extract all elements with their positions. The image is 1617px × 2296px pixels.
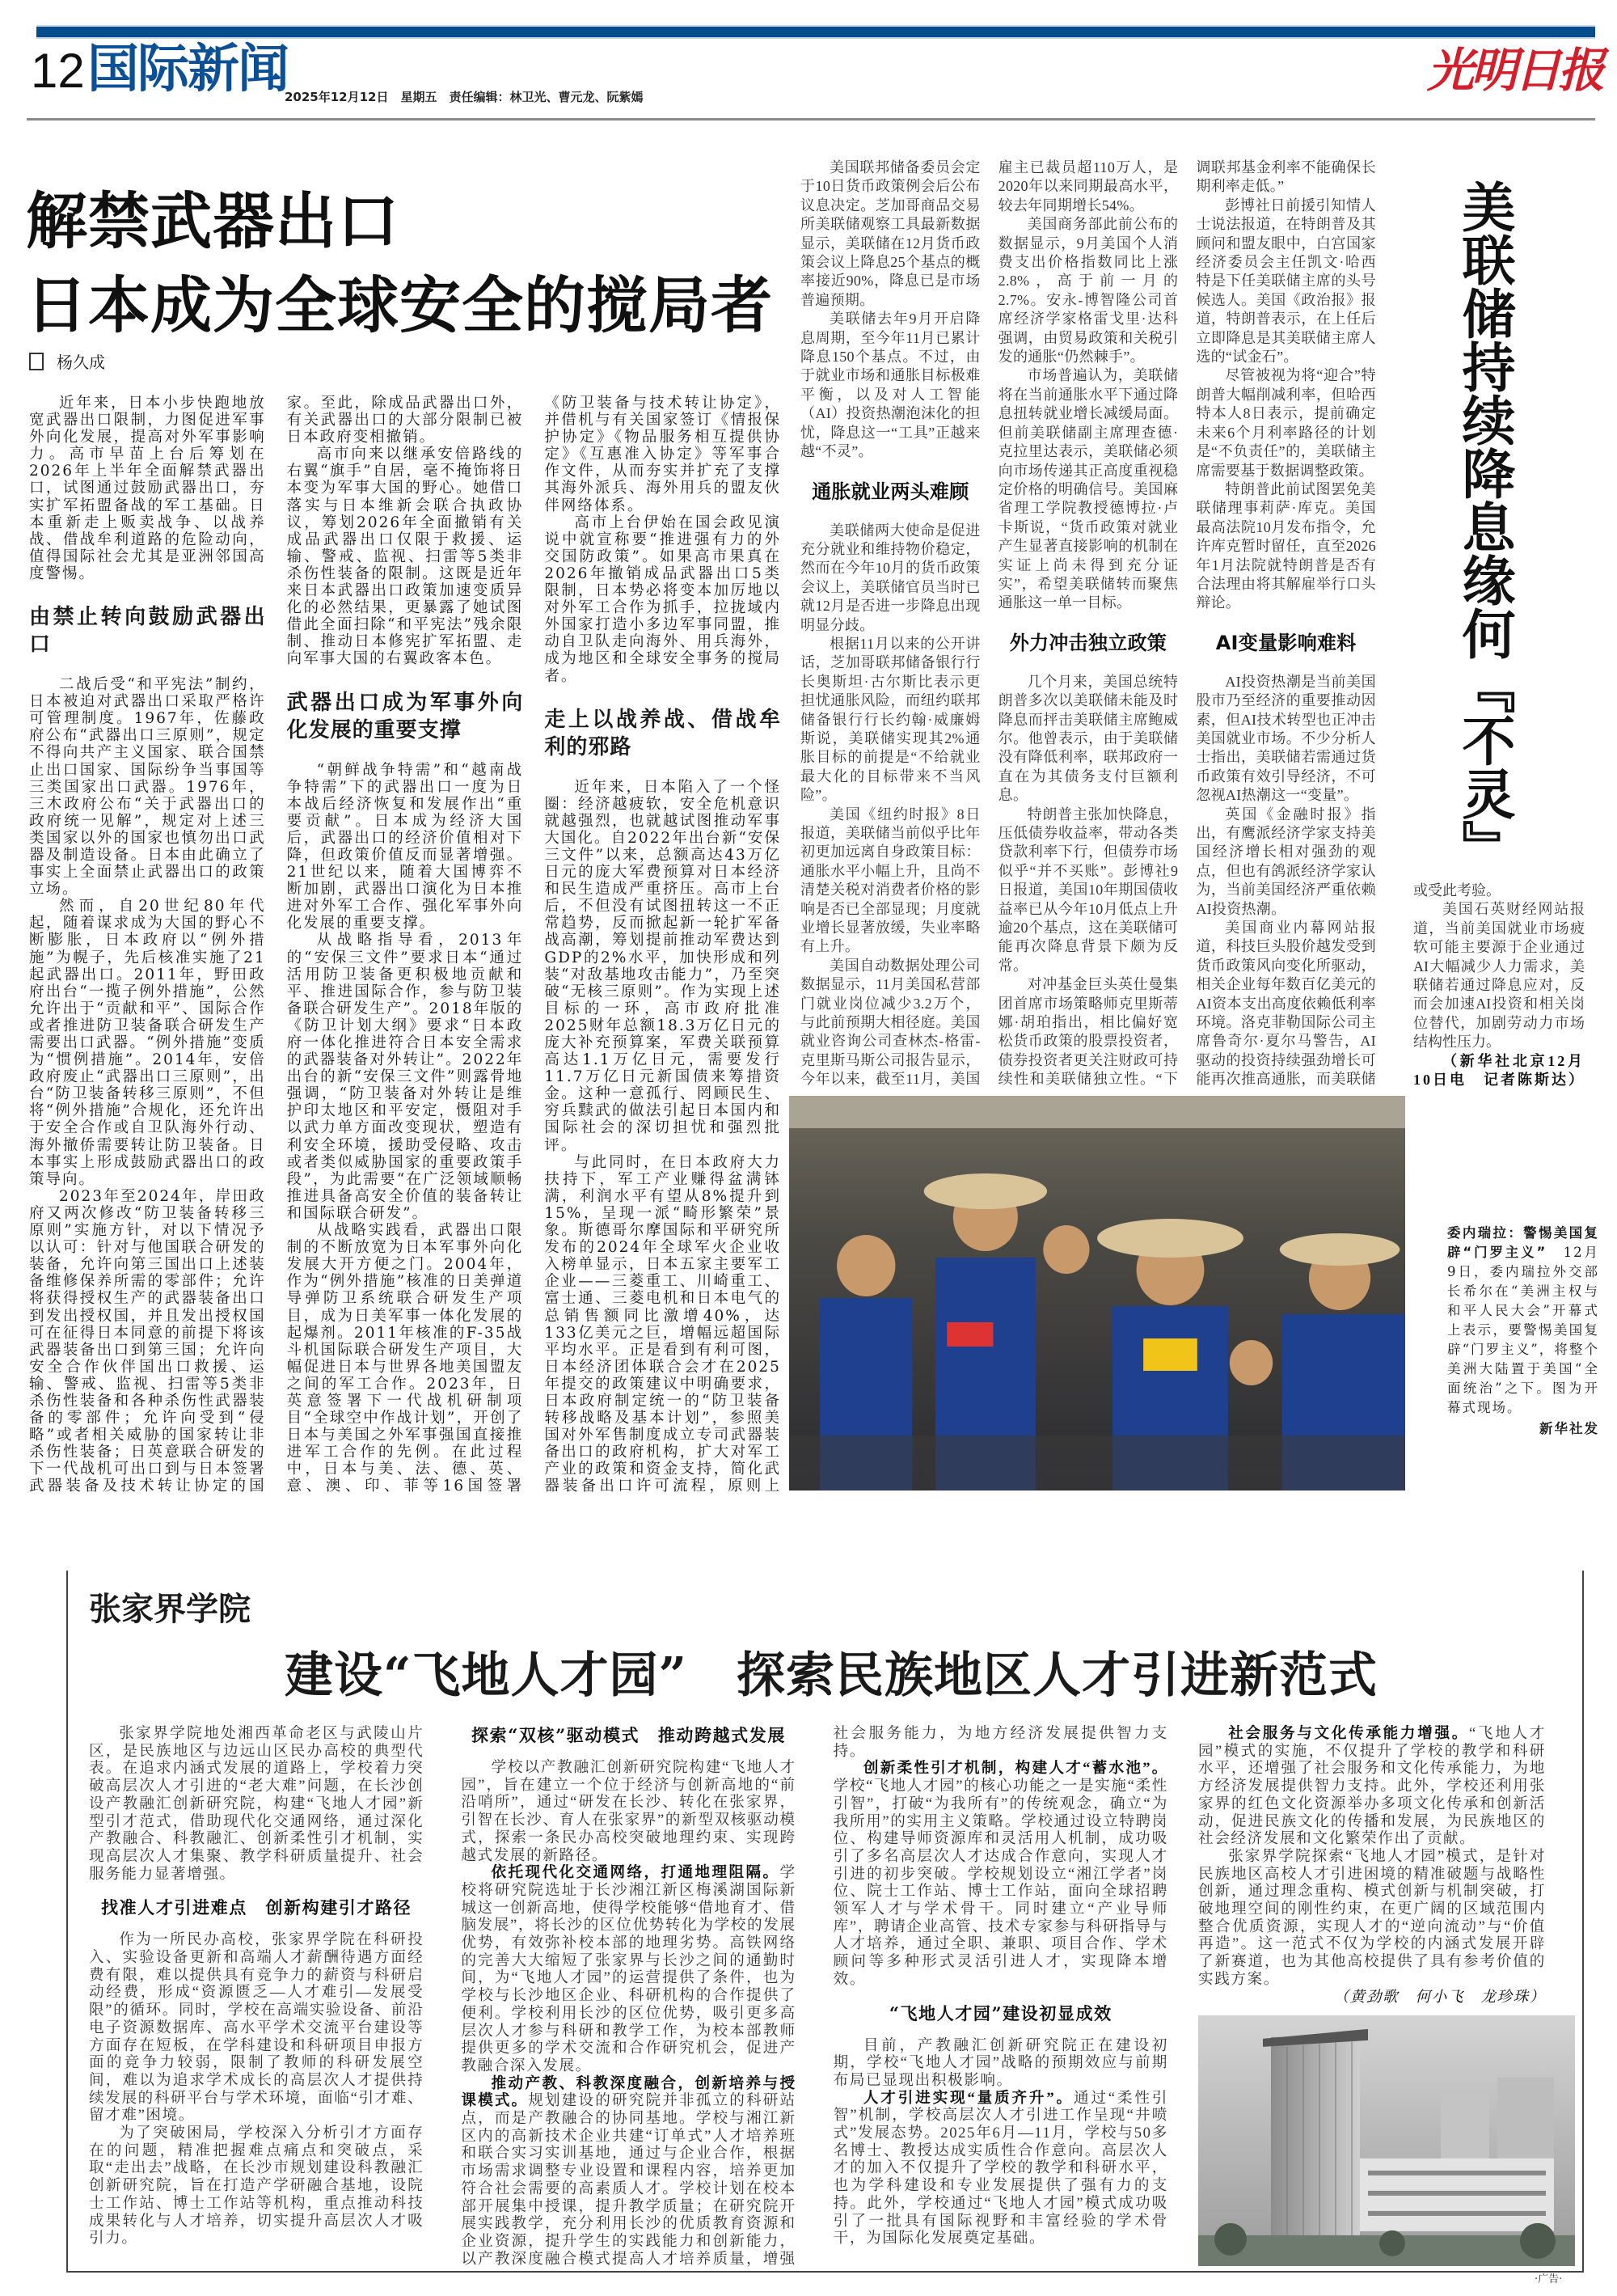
paragraph-text: 目前，产教融汇创新研究院正在建设初期，学校“飞地人才园”战略的预期效应与前期布局已显现出积极影响。 xyxy=(833,2036,1168,2089)
research-institute-rendering xyxy=(1198,2015,1575,2266)
news-photo-venezuela-rally xyxy=(789,1096,1405,1490)
paragraph xyxy=(461,1864,796,2074)
paragraph-text: 美联储去年9月开启降息周期，至今年11月已累计降息150个基点。不过，由于就业市场和通胀目标极难平衡，以及对人工智能（AI）投资热潮泡沫化的担忧，降息这一“工具”正越来越“不灵”。 xyxy=(800,311,981,460)
section-title: 国际新闻 xyxy=(87,40,288,99)
fed-article-headline: 美联储持续降息缘何『不灵』 xyxy=(1453,180,1515,873)
paragraph-text: 二战后受“和平宪法”制约，日本被迫对武器出口采取严格许可管理制度。1967年，佐藤政府公布“武器出口三原则”，规定不得向共产主义国家、联合国禁止出口国家、国际纷争当事国等三类国家出口武器。1976年，三木政府公布“关于武器出口的政府统一见解”，规定对上述三类国家以外的国家也慎勿出口武器及制造设备。日本由此确立了事实上全面禁止武器出口的政策立场。 xyxy=(29,676,266,899)
paragraph xyxy=(998,806,1179,976)
fed-article-tail xyxy=(1413,882,1585,1089)
subheading: “飞地人才园”建设初显成效 xyxy=(889,2002,1112,2023)
subheading: 由禁止转向鼓励武器出口 xyxy=(29,605,266,658)
dateline: 2025年12月12日 星期五 责任编辑：林卫光、曹元龙、阮紫嫣 xyxy=(285,90,644,104)
paragraph xyxy=(544,514,781,685)
paragraph xyxy=(998,215,1179,366)
paragraph xyxy=(29,395,266,582)
paragraph xyxy=(1196,366,1376,480)
paragraph xyxy=(1198,1725,1546,1848)
advertorial-headline: 建设“飞地人才园” 探索民族地区人才引进新范式 xyxy=(285,1647,1378,1704)
paragraph-text: 美国石英财经网站报道，当前美国就业市场疲软可能主要源于企业通过AI大幅减少人力需求，美联储若通过降息应对，反而会加速AI投资和相关岗位替代，加剧劳动力市场结构性压力。 xyxy=(1413,901,1585,1051)
paragraph-text: 通过“柔性引智”机制，学校高层次人才引进工作呈现“井喷式”发展态势。2025年6月—11月，学校与50多名博士、教授达成实质性合作意向。高层次人才的加入不仅提升了学校的教学和科研水平，也为学科建设和专业发展提供了强有力的支持。此外，学校通过“飞地人才园”模式成功吸引了一批具有国际视野和丰富经验的学术骨干，为国际化发展奠定基础。 xyxy=(833,2089,1168,2247)
paragraph-text: 学校“飞地人才园”的核心功能之一是实施“柔性引智”，打破“为我所有”的传统观念，确立“为我所用”的实用主义策略。学校通过设立特聘岗位、构建导师资源库和灵活用人机制，成功吸引了多名高层次人才达成合作意向，实现人才引进的初步突破。学校规划设立“湘江学者”岗位、院士工作站、博士工作站，面向全球招聘领军人才与学术骨干。同时建立“产业导师库”，聘请企业高管、技术专家参与科研指导与人才培养，通过全职、兼职、项目合作、学术顾问等多种形式灵活引进人才，实现降本增效。 xyxy=(833,1778,1168,1988)
subheading: 走上以战养战、借战牟利的邪路 xyxy=(544,707,781,759)
paragraph-text: 近年来，日本陷入了一个怪圈：经济越疲软，安全危机意识就越强烈，也就越试图推动军事大国化。自2022年出台新“安保三文件”以来，总额高达43万亿日元的庞大军费预算对日本经济和民生造成严重挤压。高市上台后，不但没有试图扭转这一不正常趋势，反而掀起新一轮扩军备战高潮，筹划提前推动军费达到GDP的2%水平，加快形成和列装“对敌基地攻击能力”，乃至突破“无核三原则”。作为实现上述目标的一环，高市政府批准2025财年总额18.3万亿日元的庞大补充预算案，军费关联预算高达1.1万亿日元，需要发行11.7万亿日元新国债来筹措资金。这种一意孤行、罔顾民生、穷兵黩武的做法引起日本国内和国际社会的深切担忧和强烈批评。 xyxy=(544,778,781,1154)
paragraph-text: 美国商务部此前公布的数据显示，9月美国个人消费支出价格指数同比上涨2.8%，高于前一月的2.7%。安永-博智隆公司首席经济学家格雷戈里·达科强调，由贸易政策和关税引发的通胀“仍然棘手”。 xyxy=(998,216,1179,366)
paragraph-text: “飞地人才园”模式的实施，不仅提升了学校的教学和科研水平，还增强了社会服务和文化传承能力，为地方经济发展提供智力支持。此外，学校还利用张家界的红色文化资源举办多项文化传承和创新活动，促进民族文化的传播和发展，为民族地区的社会经济发展和文化繁荣作出了贡献。 xyxy=(1198,1725,1546,1848)
paragraph-text: 美联储两大使命是促进充分就业和维持物价稳定，然而在今年10月的货币政策会议上，美联储官员当时已就12月是否进一步降息出现明显分歧。 xyxy=(800,522,981,633)
paragraph-text: 英国《金融时报》指出，有鹰派经济学家支持美国经济增长相对强劲的观点，但也有鸽派经济学家认为，当前美国经济严重依赖AI投资热潮。 xyxy=(1196,806,1376,917)
advertorial-tail xyxy=(1198,1725,1546,2006)
caption-text: 12月9日，委内瑞拉外交部长希尔在“美洲主权与和平人民大会”开幕式上表示，要警惕美国复辟“门罗主义”，将整个美洲大陆置于美国“全面统治”之下。图为开幕式现场。 xyxy=(1447,1245,1599,1415)
subheading: 外力冲击独立政策 xyxy=(1009,631,1167,654)
paragraph-continuation: 或受此考验。 xyxy=(1413,882,1501,899)
paragraph-lead: 社会服务与文化传承能力增强。 xyxy=(1228,1725,1470,1742)
author-box-icon xyxy=(29,353,44,370)
paragraph xyxy=(89,2125,424,2247)
paragraph xyxy=(834,1760,1168,1988)
paragraph xyxy=(29,898,266,1188)
paragraph-text: 规划建设的研究院并非孤立的科研站点，而是产教融合的协同基地。学校与湘江新区内的高新技术企业共建“订单式”人才培养班和联合实习实训基地，通过与企业合作，根据市场需求调整专业设置和课程内容，培养更加符合社会需要的高素质人才。学校计划在校本部开展集中授课，提升教学质量；在研究院开展实践教学，充分利用长沙的优质教育资源和企业资源，提升学生的实践能力和创新能力，以产教深度融合模式提高人才培养质量，增强社会服务能力，为地方经济发展提供智力支持。 xyxy=(461,1725,1168,2268)
japan-article-headline xyxy=(26,180,773,348)
paragraph xyxy=(89,1931,424,2125)
paragraph-text: “朝鲜战争特需”和“越南战争特需”下的武器出口一度为日本战后经济恢复和发展作出“重要贡献”。日本成为经济大国后，武器出口的经济价值相对下降，但政策价值反而显著增强。21世纪以来，随着大国博弈不断加剧，武器出口演化为日本推进对外军工合作、强化军事外向化发展的重要支撑。 xyxy=(286,761,524,932)
paragraph-text: 然而，自20世纪80年代起，随着谋求成为大国的野心不断膨胀，日本政府以“例外措施”为幌子，先后核准实施了21起武器出口。2011年，野田政府出台“一揽子例外措施”，公然允许出于“贡献和平”、国际合作或者推进防卫装备联合研发生产需要出口武器。“例外措施”变质为“惯例措施”。2014年，安倍政府废止“武器出口三原则”，出台“防卫装备转移三原则”，不但将“例外措施”合规化，还允许出于安全合作或自卫队海外行动、海外撤侨需要转让防卫装备。日本事实上形成鼓励武器出口的政策导向。 xyxy=(29,898,266,1188)
paragraph xyxy=(800,806,981,957)
byline: （黄劲歌 何小飞 龙珍珠） xyxy=(1333,1988,1546,2006)
photo-credit: 新华社发 xyxy=(1539,1421,1599,1436)
headline-line-2: 日本成为全球安全的搅局者 xyxy=(26,269,773,341)
advertorial-last-column xyxy=(1198,1725,1575,2266)
paragraph-lead: 推动产教、科教深度融合，创新培养与授课模式。 xyxy=(461,2074,796,2110)
paragraph-text: 张家界学院地处湘西革命老区与武陵山片区，是民族地区与边远山区民办高校的典型代表。在追求内涵式发展的道路上，学校着力突破高层次人才引进的“老大难”问题，在长沙创设产教融汇创新研究院，构建“飞地人才园”新型引才范式，借助现代化交通网络，通过深化产教融合、科教融汇、创新柔性引才机制，实现高层次人才集聚、教学科研质量提升、社会服务能力显著增强。 xyxy=(89,1725,424,1883)
headline-line-1: 解禁武器出口 xyxy=(26,185,399,257)
paragraph-text: AI投资热潮是当前美国股市乃至经济的重要推动因素，但AI技术转型也正冲击美国就业市场。不少分析人士指出，美联储若需通过货币政策有效引导经济，不可忽视AI热潮这一“变量”。 xyxy=(1196,673,1376,804)
paragraph-text: 从战略实践看，武器出口限制的不断放宽为日本军事外向化发展大开方便之门。2004年，作为“例外措施”核准的日美弹道导弹防卫系统联合研发生产项目，成为日美军事一体化发展的起爆剂。2011年核准的F-35战斗机国际联合研发生产项目，大幅促进日本与世界各地美国盟友之间的军工合作。2023年，日英意签署下一代战机研制项目“全球空中作战计划”，开创了日本与美国之外军事强国直接推进军工合作的先例。在此过程中，日本与美、法、德、英、意、澳、印、菲等16国签署《防卫装备与技术转让协定》，并借机与有关国家签订《情报保护协定》《物品服务相互提供协定》《互惠准入协定》等军事合作文件，从而夯实并扩充了支撑其海外派兵、海外用兵的盟友伙伴网络体系。 xyxy=(286,395,781,1495)
paragraph-lead: 创新柔性引才机制，构建人才“蓄水池”。 xyxy=(863,1760,1168,1778)
paragraph-text: 近年来，日本小步快跑地放宽武器出口限制，力图促进军事外向化发展，提高对外军事影响力。高市早苗上台后筹划在2026年上半年全面解禁武器出口，试图通过鼓励武器出口，夯实扩军拓盟备战的军工基础。日本重新走上贩卖战争、以战养战、借战牟利道路的危险动向，值得国际社会尤其是亚洲邻国高度警惕。 xyxy=(29,395,266,582)
author-name: 杨久成 xyxy=(57,353,105,372)
paragraph-text: 几个月来，美国总统特朗普多次以美联储未能及时降息而抨击美联储主席鲍威尔。他曾表示，由于美联储没有降低利率，联邦政府一直在为其债务支付巨额利息。 xyxy=(998,673,1179,804)
paragraph-text: 高市向来以继承安倍路线的右翼“旗手”自居，毫不掩饰将日本变为军事大国的野心。她借口落实与日本维新会联合执政协议，筹划2026年全面撤销有关成品武器出口仅限于救援、运输、警戒、监视、扫雷等5类非杀伤性装备的限制。这既是近年来日本武器出口政策加速变质异化的必然结果，更暴露了她试图借此全面扫除“和平宪法”残余限制、推动日本修宪扩军拓盟、走向军事大国的右翼政客本色。 xyxy=(286,446,524,668)
paragraph xyxy=(287,762,524,932)
advertorial-body xyxy=(89,1725,1168,2269)
paragraph-text: 与此同时，在日本政府大力扶持下，军工产业赚得盆满钵满，利润水平有望从8%提升到15%，呈现一派“畸形繁荣”景象。斯德哥尔摩国际和平研究所发布的2024年全球军火企业收入榜单显示，日本五家主要军工企业——三菱重工、川崎重工、富士通、三菱电机和日本电气的总销售额同比激增40%，达133亿美元之巨，增幅远超国际平均水平。正是看到有利可图，日本经济团体联合会才在2025年提交的政策建议中明确要求，日本政府制定统一的“防卫装备转移战略及基本计划”，参照美国对外军售制度成立专司武器装备出口的政府机构，扩大对军工产业的政策和资金支持，简化武器装备出口许可流程，原则上 xyxy=(544,1153,781,1495)
paragraph-text: 为了突破困局，学校深入分析引才方面存在的问题，精准把握难点痛点和突破点，采取“走出去”战略，在长沙市规划建设科教融汇创新研究院，旨在打造产学研融合基地，设院士工作站、博士工作站等机构，重点推动科技成果转化与人才培养，切实提升高层次人才吸引力。 xyxy=(89,2125,424,2247)
paragraph xyxy=(29,676,266,898)
crowd-photo-image xyxy=(789,1096,1405,1490)
paragraph xyxy=(834,2037,1168,2090)
page-number: 12 xyxy=(31,44,85,98)
paragraph xyxy=(998,366,1179,612)
paragraph-text: 从战略指导看，2013年的“安保三文件”要求日本“通过活用防卫装备更积极地贡献和平、推进国际合作，参与防卫装备联合研发生产”。2018年版的《防卫计划大纲》要求“日本政府一体化推进符合日本安全需求的武器装备对外转让”。2022年出台的新“安保三文件”则露骨地强调，“防卫装备对外转让是维护印太地区和平安定，慑阻对手以武力单方面改变现状，塑造有利安全环境，援助受侵略、攻击或者类似威胁国家的重要政策手段”，为此需要“在广泛领域顺畅推进具备高安全价值的装备转让和国际联合研发”。 xyxy=(286,932,524,1222)
caption-title: 委内瑞拉：警惕美国复辟“门罗主义” xyxy=(1447,1225,1599,1260)
paragraph-text: 美国商业内幕网站报道，科技巨头股价越发受到货币政策风向变化所驱动，相关企业每年数百亿美元的AI资本支出高度依赖低利率环境。洛克菲勒国际公司主席鲁奇尔·夏尔马警告，AI驱动的投资持续强劲增长可能再次推高通胀，而美联储 xyxy=(1196,920,1376,1088)
paragraph-text: 特朗普主张加快降息，压低债券收益率，带动各类贷款利率下行，但债券市场似乎“并不买账”。彭博社9日报道，美国10年期国债收益率已从今年10月低点上升逾20个基点，这在美联储可能再次降息背景下颇为反常。 xyxy=(998,806,1179,974)
paragraph xyxy=(800,635,981,806)
paragraph xyxy=(800,522,981,635)
paragraph-text: 学校以产教融汇创新研究院构建“飞地人才园”，旨在建立一个位于经济与创新高地的“前沿哨所”，通过“研发在长沙、转化在张家界，引智在长沙、育人在张家界”的新型双核驱动模式，探索一条民办高校突破地理约束、实现跨越式发展的新路径。 xyxy=(461,1759,796,1864)
paragraph-text: 特朗普此前试图罢免美联储理事莉萨·库克。美国最高法院10月发布指令，允许库克暂时留任，直至2026年1月法院就特朗普是否有合法理由将其解雇举行口头辩论。 xyxy=(1196,480,1376,611)
author-line xyxy=(29,353,105,370)
paragraph-lead: 人才引进实现“量质齐升”。 xyxy=(863,2089,1074,2107)
paragraph xyxy=(1196,197,1376,367)
byline: （新华社北京12月10日电 记者陈斯达） xyxy=(1413,1052,1585,1089)
paragraph xyxy=(1413,900,1585,1051)
paragraph-text: 尽管被视为将“迎合”特朗普大幅削减利率，但哈西特本人8日表示，提前确定未来6个月利率路径的计划是“不负责任”的，美联储主席需要基于数据调整政策。 xyxy=(1196,367,1376,479)
advertorial-org-name: 张家界学院 xyxy=(89,1591,251,1628)
paragraph-text: 学校将研究院选址于长沙湘江新区梅溪湖国际新城这一创新高地，使得学校能够“借地育才、借脑发展”，将长沙的区位优势转化为学校的发展优势，有效弥补校本部的地理劣势。高铁网络的完善大大缩短了张家界与长沙之间的通勤时间，为“飞地人才园”的运营提供了条件，也为学校与长沙地区企业、科研机构的合作提供了便利。学校利用长沙的区位优势，吸引更多高层次人才参与科研和教学工作，为校本部教师提供更多的学术交流和合作研究机会，促进产教融合深入发展。 xyxy=(461,1864,796,2074)
paragraph-text: 张家界学院探索“飞地人才园”模式，是针对民族地区高校人才引进困境的精准破题与战略性创新，通过理念重构、模式创新与机制突破，打破地理空间的刚性约束，在更广阔的区域范围内整合优质资源，实现人才的“逆向流动”与“价值再造”。这一范式不仅为学校的内涵式发展开辟了新赛道，也为其他高校提供了具有参考价值的实践方案。 xyxy=(1198,1847,1546,1988)
paragraph xyxy=(1196,480,1376,613)
paragraph xyxy=(1196,806,1376,919)
paragraph xyxy=(89,1725,424,1883)
fed-article-body xyxy=(800,159,1376,1090)
paragraph-text: 彭博社日前援引知情人士说法报道，在特朗普及其顾问和盟友眼中，白宫国家经济委员会主任凯文·哈西特是下任美联储主席的头号候选人。美国《政治报》报道，特朗普表示，在上任后立即降息是其美联储主席人选的“试金石”。 xyxy=(1196,197,1376,366)
paragraph-text: 美国自动数据处理公司数据显示，11月美国私营部门就业岗位减少3.2万个，与此前预期大相径庭。美国就业咨询公司查林杰-格雷-克里斯马斯公司报告显示，今年以来，截至11月，美国雇主已裁员超110万人，是2020年以来同期最高水平，较去年同期增长54%。 xyxy=(800,159,1179,1088)
photo-caption xyxy=(1447,1224,1599,1439)
paragraph xyxy=(834,2090,1168,2247)
paragraph-text: 2023年至2024年，岸田政府又两次修改“防卫装备转移三原则”实施方针，对以下情况予以认可：针对与他国联合研发的装备，允许向第三国出口上述装备维修保养所需的零部件；允许将获得授权生产的武器装备出口到发出授权国，并且发出授权国可在征得日本同意的前提下将该武器装备出口到第三国；允许向安全合作伙伴国出口救援、运输、警戒、监视、扫雷等5类非杀伤性装备和各种杀伤性武器装备的零部件；允许向受到“侵略”或者相关威胁的国家转让非杀伤性装备；日英意联合研发的下一代战机可出口到与日本签署武器装备及技术转让协定的国家。至此，除成品武器出口外，有关武器出口的大部分限制已被日本政府变相撤销。 xyxy=(29,395,524,1495)
paragraph-text: 对冲基金巨头英仕曼集团首席市场策略师克里斯蒂娜·胡珀指出，相比偏好宽松货币政策的股票投资者，债券投资者更关注财政可持续性和美联储独立性。“下调联邦基金利率不能确保长期利率走低。” xyxy=(998,159,1376,1088)
paragraph xyxy=(461,1759,796,1864)
paragraph-text: 美国联邦储备委员会定于10日货币政策例会后公布议息决定。芝加哥商品交易所美联储观察工具最新数据显示，美联储在12月货币政策会议上降息25个基点的概率接近90%，降息已是市场普遍预期。 xyxy=(800,159,981,308)
japan-article-body xyxy=(29,395,781,1499)
building-image xyxy=(1198,2015,1575,2266)
newspaper-logo: 光明日报 xyxy=(1427,43,1602,98)
paragraph xyxy=(1196,673,1376,806)
subheading: AI变量影响难料 xyxy=(1215,631,1357,654)
paragraph-lead: 依托现代化交通网络，打通地理阻隔。 xyxy=(491,1864,780,1882)
paragraph xyxy=(287,446,524,667)
paragraph xyxy=(800,159,981,310)
paragraph xyxy=(998,673,1179,806)
paragraph xyxy=(287,932,524,1222)
subheading: 探索“双核”驱动模式 推动跨越式发展 xyxy=(471,1725,786,1745)
masthead-divider xyxy=(27,118,1595,121)
paragraph-text: 根据11月以来的公开讲话，芝加哥联邦储备银行行长奥斯坦·古尔斯比表示更担忧通胀风险，而纽约联邦储备银行行长约翰·威廉姆斯说，美联储实现其2%通胀目标的前提是“不给就业最大化的目标带来不当风险”。 xyxy=(800,635,981,804)
paragraph xyxy=(1198,1848,1546,1989)
masthead-top-bar xyxy=(36,27,1595,37)
paragraph-text: 高市上台伊始在国会政见演说中就宣称要“推进强有力的外交国防政策”。如果高市果真在2026年撤销成品武器出口5类限制，日本势必将变本加厉地以对外军工合作为抓手，拉拢域内外国家打造小多边军事同盟，推动自卫队走向海外、用兵海外，成为地区和全球安全事务的搅局者。 xyxy=(544,514,781,685)
paragraph xyxy=(544,779,781,1154)
subheading: 找准人才引进难点 创新构建引才路径 xyxy=(101,1897,412,1918)
paragraph-text: 美国《纽约时报》8日报道，美联储当前似乎比年初更加远离自身政策目标：通胀水平小幅上升，且尚不清楚关税对消费者价格的影响是否已全部显现；月度就业增长显著放缓，失业率略有上升。 xyxy=(800,806,981,955)
advertisement-label: ·广告· xyxy=(1535,2273,1563,2285)
subheading: 通胀就业两头难顾 xyxy=(812,480,969,503)
paragraph-text: 作为一所民办高校，张家界学院在科研投入、实验设备更新和高端人才薪酬待遇方面经费有限，难以提供具有竞争力的薪资与科研启动经费，形成“资源匮乏—人才难引—发展受限”的循环。同时，学校在高端实验设备、前沿电子资源数据库、高水平学术交流平台建设等方面存在短板，在学科建设和科研项目申报方面的竞争力较弱，限制了教师的科研发展空间，难以为追求学术成长的高层次人才提供持续发展的科研平台与学术环境，面临“引才难、留才难”困境。 xyxy=(89,1931,424,2125)
paragraph xyxy=(800,310,981,461)
paragraph-text: 市场普遍认为，美联储将在当前通胀水平下通过降息扭转就业增长减缓局面。但前美联储副主席理查德·克拉里达表示，美联储必须向市场传递其正高度重视稳定价格的明确信号。美国麻省理工学院教授德博拉·卢卡斯说，“货币政策对就业产生显著直接影响的机制在实证上尚未得到充分证实”，希望美联储转而聚焦通胀这一单一目标。 xyxy=(998,367,1179,611)
subheading: 武器出口成为军事外向化发展的重要支撑 xyxy=(286,690,524,742)
